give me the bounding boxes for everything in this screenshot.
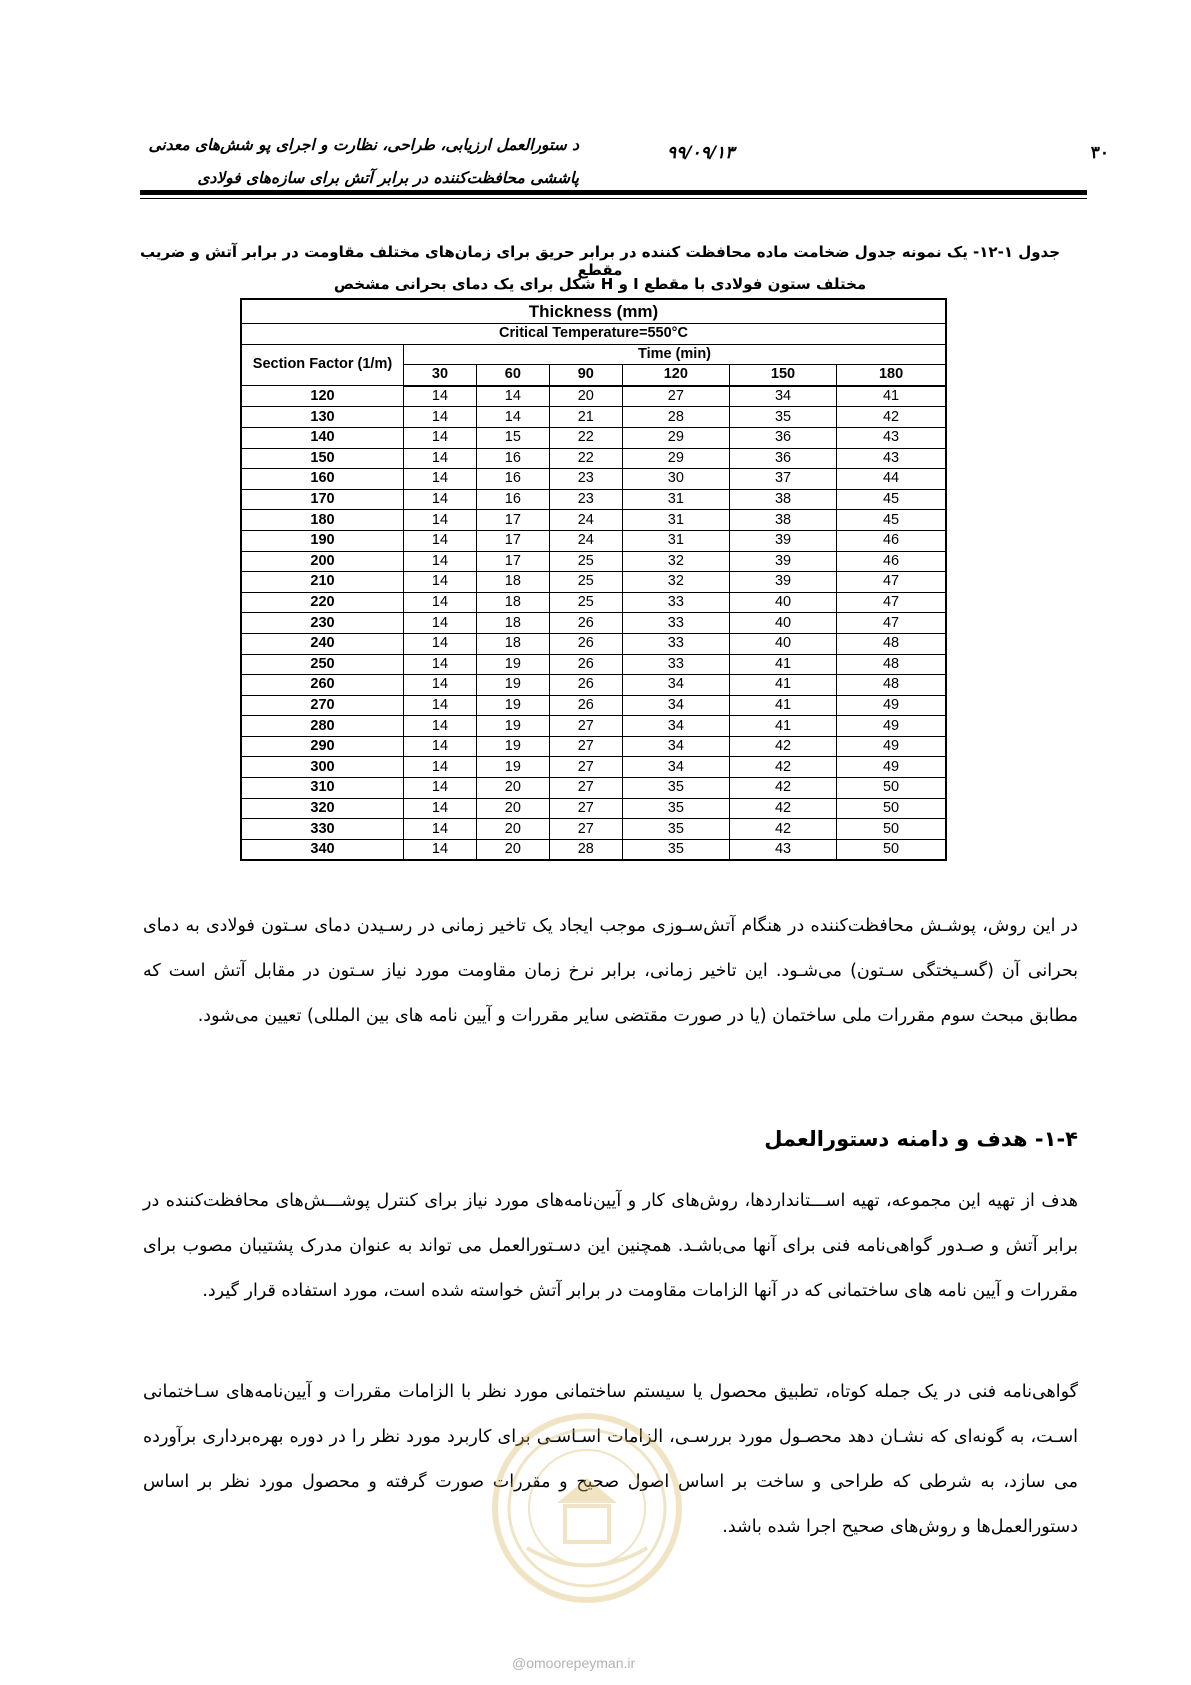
thickness-cell: 24	[549, 510, 622, 531]
thickness-cell: 47	[837, 592, 946, 613]
thickness-cell: 42	[837, 407, 946, 428]
thickness-cell: 21	[549, 407, 622, 428]
thickness-cell: 20	[476, 798, 549, 819]
thickness-cell: 27	[549, 757, 622, 778]
thickness-cell: 49	[837, 736, 946, 757]
time-column-header: 120	[622, 365, 729, 386]
thickness-cell: 50	[837, 839, 946, 860]
thickness-cell: 14	[404, 819, 477, 840]
thickness-cell: 39	[729, 572, 836, 593]
thickness-cell: 48	[837, 654, 946, 675]
thickness-cell: 34	[622, 716, 729, 737]
thickness-cell: 26	[549, 695, 622, 716]
section-factor-cell: 270	[241, 695, 404, 716]
section-factor-cell: 280	[241, 716, 404, 737]
thickness-cell: 19	[476, 695, 549, 716]
time-column-header: 180	[837, 365, 946, 386]
table-row	[241, 510, 946, 531]
table-row	[241, 469, 946, 490]
watermark-text: @omoorepeyman.ir	[512, 1655, 636, 1671]
thickness-cell: 14	[404, 613, 477, 634]
thickness-cell: 23	[549, 489, 622, 510]
table-row	[241, 572, 946, 593]
table-caption-line1: جدول ۱-۱۲- یک نمونه جدول ضخامت ماده محافظت کننده در برابر حریق برای زمان‌های مختلف مقاومت در برابر آتش و ضریب مقطع	[139, 243, 1061, 279]
thickness-cell: 18	[476, 572, 549, 593]
time-column-header: 150	[729, 365, 836, 386]
thickness-cell: 38	[729, 510, 836, 531]
time-column-header: 60	[476, 365, 549, 386]
section-factor-cell: 190	[241, 530, 404, 551]
table-row	[241, 778, 946, 799]
thickness-cell: 17	[476, 510, 549, 531]
thickness-cell: 18	[476, 613, 549, 634]
seal-stamp-icon	[487, 1408, 687, 1608]
table-row	[241, 386, 946, 407]
table-row	[241, 530, 946, 551]
section-factor-cell: 120	[241, 386, 404, 407]
table-row	[241, 839, 946, 860]
thickness-cell: 41	[729, 716, 836, 737]
table-subtitle: Critical Temperature=550°C	[241, 324, 946, 345]
thickness-cell: 27	[549, 736, 622, 757]
table-body	[241, 386, 946, 861]
thickness-cell: 45	[837, 489, 946, 510]
thickness-cell: 14	[404, 592, 477, 613]
thickness-cell: 48	[837, 633, 946, 654]
section-factor-cell: 260	[241, 675, 404, 696]
thickness-cell: 49	[837, 695, 946, 716]
header-date: ۹۹/۰۹/۱۳	[667, 143, 735, 163]
thickness-cell: 34	[622, 736, 729, 757]
thickness-table	[240, 298, 947, 861]
section-factor-cell: 220	[241, 592, 404, 613]
thickness-cell: 35	[622, 778, 729, 799]
section-heading: ۱-۴- هدف و دامنه دستورالعمل	[764, 1127, 1078, 1151]
thickness-cell: 16	[476, 448, 549, 469]
thickness-cell: 27	[549, 716, 622, 737]
thickness-cell: 14	[404, 633, 477, 654]
thickness-cell: 22	[549, 427, 622, 448]
paragraph-2: هدف از تهیه این مجموعه، تهیه اســـتانداردها، روش‌های کار و آیین‌نامه‌های مورد نیاز برای کنترل پوشـــش‌های محافظت‌کننده در برابر آتش و صـدور گواهی‌نامه فنی برای آنها می‌باشـد. همچنین این دسـتورالعمل می تواند به عنوان مدرک پشتیبان مصوب برای مقررات و آیین نامه های ساختمانی که در آنها الزامات مقاومت در برابر آتش خواسته شده است، مورد استفاده قرار گیرد.	[143, 1191, 1078, 1301]
header-rule-thin	[140, 198, 1087, 199]
table-row	[241, 448, 946, 469]
thickness-cell: 16	[476, 489, 549, 510]
header-rule-thick	[140, 190, 1087, 195]
thickness-cell: 14	[404, 778, 477, 799]
thickness-cell: 20	[476, 819, 549, 840]
thickness-cell: 14	[404, 407, 477, 428]
thickness-cell: 31	[622, 530, 729, 551]
thickness-cell: 19	[476, 654, 549, 675]
paragraph-3: گواهی‌نامه فنی در یک جمله کوتاه، تطبیق محصول یا سیستم ساختمانی مورد نظر با الزامات مقررات و آیین‌نامه‌های سـاختمانی اسـت، به گونه‌ای که نشـان دهد محصـول مورد بررسـی، الزامات اسـاسـی برای کاربرد مورد نظر را در دوره بهره‌برداری برآورده می سازد، به شرطی که طراحی و ساخت بر اساس اصول صحیح و مقررات صورت گرفته و محصول مورد نظر بر اساس دستورالعمل‌ها و روش‌های صحیح اجرا شده باشد.	[143, 1382, 1078, 1537]
thickness-cell: 14	[476, 407, 549, 428]
section-factor-cell: 250	[241, 654, 404, 675]
section-factor-cell: 170	[241, 489, 404, 510]
table-row	[241, 757, 946, 778]
table-row	[241, 633, 946, 654]
thickness-cell: 14	[476, 386, 549, 407]
section-factor-cell: 180	[241, 510, 404, 531]
thickness-cell: 23	[549, 469, 622, 490]
thickness-cell: 14	[404, 654, 477, 675]
table-row	[241, 736, 946, 757]
thickness-cell: 34	[729, 386, 836, 407]
thickness-cell: 14	[404, 839, 477, 860]
thickness-cell: 31	[622, 489, 729, 510]
thickness-cell: 27	[549, 778, 622, 799]
thickness-cell: 48	[837, 675, 946, 696]
thickness-cell: 35	[622, 798, 729, 819]
thickness-cell: 50	[837, 798, 946, 819]
thickness-cell: 41	[729, 695, 836, 716]
table-row	[241, 675, 946, 696]
thickness-cell: 47	[837, 572, 946, 593]
paragraph-1: در این روش، پوشـش محافظت‌کننده در هنگام آتش‌سـوزی موجب ایجاد یک تاخیر زمانی در رسـیدن دمای سـتون فولادی به دمای بحرانی آن (گسـیختگی سـتون) می‌شـود. این تاخیر زمانی، برابر نرخ زمان مقاومت مورد نیاز سـتون در مقابل آتش است که مطابق مبحث سوم مقررات ملی ساختمان (یا در صورت مقتضی سایر مقررات و آیین نامه های بین المللی) تعیین می‌شود.	[143, 916, 1078, 1026]
thickness-cell: 33	[622, 654, 729, 675]
table-row	[241, 798, 946, 819]
table-row	[241, 407, 946, 428]
thickness-cell: 14	[404, 757, 477, 778]
thickness-cell: 39	[729, 551, 836, 572]
section-factor-cell: 160	[241, 469, 404, 490]
section-factor-cell: 290	[241, 736, 404, 757]
thickness-cell: 36	[729, 427, 836, 448]
section-factor-cell: 340	[241, 839, 404, 860]
table-row	[241, 489, 946, 510]
thickness-cell: 42	[729, 819, 836, 840]
thickness-cell: 33	[622, 613, 729, 634]
thickness-cell: 32	[622, 572, 729, 593]
table-title: Thickness (mm)	[241, 299, 946, 324]
section-factor-cell: 310	[241, 778, 404, 799]
thickness-cell: 14	[404, 798, 477, 819]
thickness-cell: 14	[404, 386, 477, 407]
thickness-cell: 26	[549, 675, 622, 696]
thickness-cell: 18	[476, 633, 549, 654]
thickness-cell: 26	[549, 633, 622, 654]
thickness-cell: 37	[729, 469, 836, 490]
thickness-cell: 19	[476, 675, 549, 696]
document-header-title	[119, 128, 579, 194]
thickness-cell: 17	[476, 551, 549, 572]
section-factor-cell: 130	[241, 407, 404, 428]
thickness-cell: 34	[622, 757, 729, 778]
thickness-cell: 14	[404, 572, 477, 593]
thickness-cell: 29	[622, 427, 729, 448]
thickness-cell: 35	[729, 407, 836, 428]
thickness-cell: 24	[549, 530, 622, 551]
thickness-cell: 33	[622, 633, 729, 654]
table-caption-line2: مختلف ستون فولادی با مقطع I و H شکل برای یک دمای بحرانی مشخص	[333, 275, 867, 293]
section-factor-cell: 300	[241, 757, 404, 778]
thickness-cell: 26	[549, 654, 622, 675]
thickness-cell: 33	[622, 592, 729, 613]
thickness-cell: 42	[729, 757, 836, 778]
thickness-cell: 14	[404, 675, 477, 696]
header-title-line2: پاششی محافظت‌کننده در برابر آتش برای سازه‌های فولادی	[197, 168, 579, 187]
thickness-cell: 44	[837, 469, 946, 490]
thickness-cell: 20	[476, 778, 549, 799]
thickness-cell: 40	[729, 613, 836, 634]
thickness-cell: 14	[404, 427, 477, 448]
thickness-cell: 49	[837, 757, 946, 778]
section-factor-cell: 330	[241, 819, 404, 840]
thickness-cell: 46	[837, 551, 946, 572]
thickness-cell: 14	[404, 489, 477, 510]
thickness-cell: 26	[549, 613, 622, 634]
header-title-line1: د ستورالعمل ارزیابی، طراحی، نظارت و اجرای پو شش‌های معدنی	[148, 135, 579, 154]
thickness-cell: 39	[729, 530, 836, 551]
table-row	[241, 654, 946, 675]
section-factor-cell: 230	[241, 613, 404, 634]
table-row	[241, 551, 946, 572]
thickness-cell: 14	[404, 695, 477, 716]
thickness-cell: 15	[476, 427, 549, 448]
thickness-cell: 14	[404, 716, 477, 737]
thickness-cell: 14	[404, 510, 477, 531]
thickness-cell: 43	[837, 427, 946, 448]
table-row	[241, 695, 946, 716]
thickness-cell: 49	[837, 716, 946, 737]
thickness-cell: 42	[729, 778, 836, 799]
section-factor-header: Section Factor (1/m)	[241, 344, 404, 386]
thickness-cell: 47	[837, 613, 946, 634]
thickness-cell: 20	[549, 386, 622, 407]
thickness-cell: 42	[729, 736, 836, 757]
thickness-cell: 31	[622, 510, 729, 531]
thickness-cell: 19	[476, 716, 549, 737]
section-factor-cell: 240	[241, 633, 404, 654]
thickness-cell: 19	[476, 757, 549, 778]
thickness-cell: 41	[729, 654, 836, 675]
thickness-cell: 16	[476, 469, 549, 490]
table-row	[241, 427, 946, 448]
thickness-cell: 32	[622, 551, 729, 572]
thickness-cell: 27	[622, 386, 729, 407]
thickness-cell: 42	[729, 798, 836, 819]
time-header: Time (min)	[404, 344, 947, 365]
thickness-cell: 45	[837, 510, 946, 531]
thickness-cell: 14	[404, 551, 477, 572]
thickness-cell: 14	[404, 448, 477, 469]
section-factor-cell: 150	[241, 448, 404, 469]
time-column-header: 30	[404, 365, 477, 386]
thickness-cell: 41	[729, 675, 836, 696]
thickness-cell: 28	[622, 407, 729, 428]
thickness-cell: 14	[404, 530, 477, 551]
thickness-cell: 46	[837, 530, 946, 551]
thickness-cell: 25	[549, 551, 622, 572]
table-row	[241, 819, 946, 840]
thickness-cell: 27	[549, 819, 622, 840]
thickness-cell: 22	[549, 448, 622, 469]
thickness-cell: 50	[837, 778, 946, 799]
thickness-cell: 25	[549, 572, 622, 593]
thickness-cell: 35	[622, 819, 729, 840]
page-number: ۳۰	[1090, 143, 1109, 163]
section-factor-cell: 320	[241, 798, 404, 819]
thickness-cell: 28	[549, 839, 622, 860]
thickness-cell: 34	[622, 695, 729, 716]
thickness-cell: 25	[549, 592, 622, 613]
thickness-cell: 20	[476, 839, 549, 860]
table-row	[241, 716, 946, 737]
thickness-cell: 17	[476, 530, 549, 551]
thickness-cell: 14	[404, 736, 477, 757]
thickness-cell: 29	[622, 448, 729, 469]
thickness-cell: 30	[622, 469, 729, 490]
thickness-cell: 50	[837, 819, 946, 840]
thickness-cell: 14	[404, 469, 477, 490]
thickness-cell: 40	[729, 633, 836, 654]
thickness-cell: 40	[729, 592, 836, 613]
thickness-cell: 19	[476, 736, 549, 757]
thickness-cell: 43	[729, 839, 836, 860]
time-column-header: 90	[549, 365, 622, 386]
thickness-cell: 27	[549, 798, 622, 819]
thickness-cell: 38	[729, 489, 836, 510]
thickness-cell: 35	[622, 839, 729, 860]
section-factor-cell: 210	[241, 572, 404, 593]
thickness-cell: 36	[729, 448, 836, 469]
thickness-cell: 43	[837, 448, 946, 469]
thickness-cell: 18	[476, 592, 549, 613]
table-row	[241, 592, 946, 613]
table-row	[241, 613, 946, 634]
section-factor-cell: 140	[241, 427, 404, 448]
thickness-cell: 34	[622, 675, 729, 696]
thickness-cell: 41	[837, 386, 946, 407]
section-factor-cell: 200	[241, 551, 404, 572]
